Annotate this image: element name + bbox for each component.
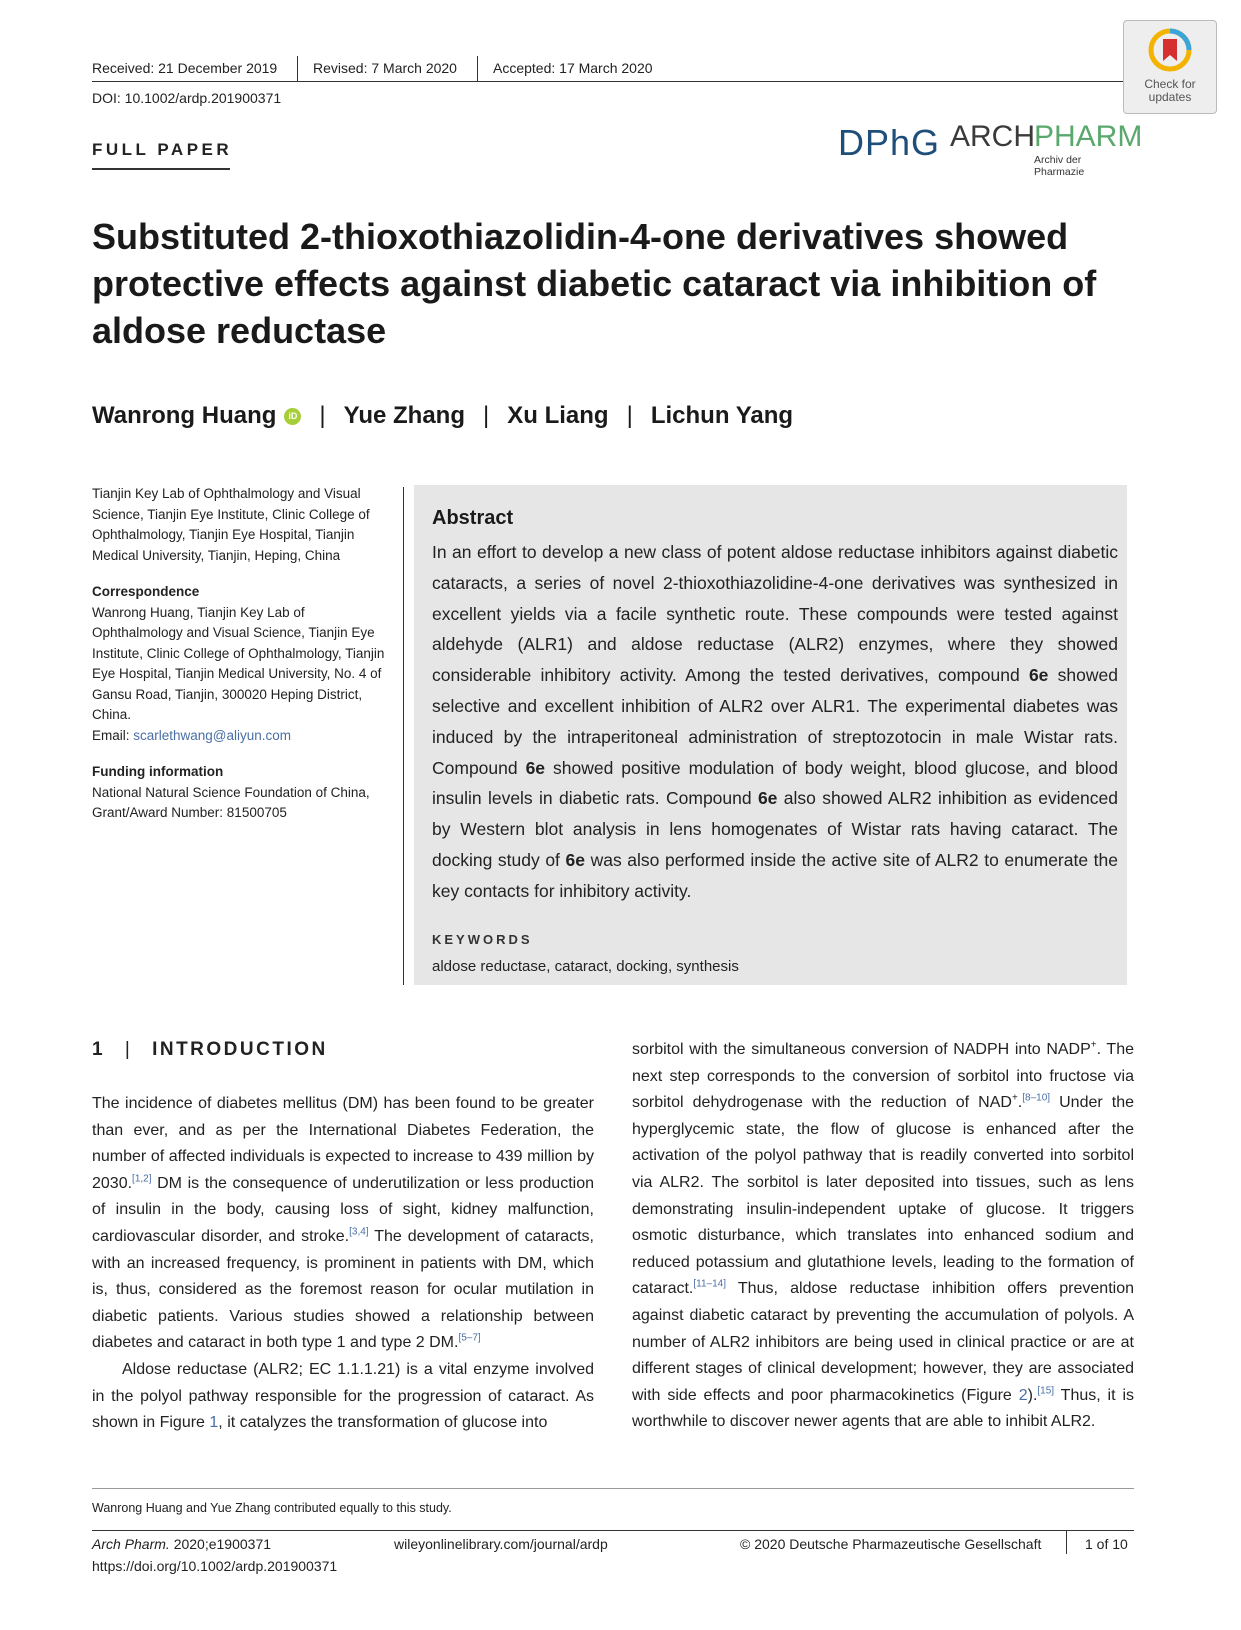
journal-logo xyxy=(838,118,1143,178)
author-name[interactable]: Xu Liang xyxy=(507,402,609,429)
abstract-heading: Abstract xyxy=(432,507,514,529)
figure-link[interactable]: 1 xyxy=(209,1414,219,1432)
footer-citation xyxy=(92,1536,271,1552)
revised-date: Revised: 7 March 2020 xyxy=(313,60,457,76)
journal-name: Arch Pharm. xyxy=(92,1536,170,1552)
funding-text: National Natural Science Foundation of China, Grant/Award Number: 81500705 xyxy=(92,784,370,820)
paragraph: sorbitol with the simultaneous conversion of NADPH into NADP+. The next step corresponds to the conversion of sorbitol into fructose via sorbitol dehydrogenase with the reduction of NAD+.[8–10] Under the hyperglycemic state, the flow of glucose is enhanced after the activation of the polyol pathway that is readily converted into sorbitol via ALR2. The sorbitol is later deposited into tissues, such as lens demonstrating insulin-independent uptake of glucose. It triggers osmotic disturbance, which translates into enhanced sodium and reduced potassium and glutathione levels, leading to the formation of cataract.[11–14] Thus, aldose reductase inhibition offers prevention against diabetic cataract by preventing the accumulation of polyols. A number of ALR2 inhibitors are being used in clinical practice or are at different stages of clinical development; however, they are associated with side effects and poor pharmacokinetics (Figure 2).[15] Thus, it is worthwhile to discover newer agents that are able to inhibit ALR2. xyxy=(632,1039,1135,1431)
footer-divider xyxy=(1066,1530,1067,1554)
header-divider xyxy=(297,56,298,82)
section-heading xyxy=(92,1039,328,1061)
crossmark-icon xyxy=(1147,27,1193,73)
author-name[interactable]: Lichun Yang xyxy=(650,402,794,429)
citation-link[interactable]: [11–14] xyxy=(693,1279,726,1291)
dphg-logo: DPhG xyxy=(838,122,941,163)
header-divider xyxy=(477,56,478,82)
check-for-updates-badge[interactable] xyxy=(1123,20,1217,114)
journal-subtitle: Archiv der Pharmazie xyxy=(1034,154,1085,178)
author-info-sidebar xyxy=(92,484,397,824)
footnote-rule xyxy=(92,1488,1134,1489)
doi[interactable]: DOI: 10.1002/ardp.201900371 xyxy=(92,90,282,106)
author-name[interactable]: Wanrong Huang xyxy=(92,402,277,429)
citation-link[interactable]: [15] xyxy=(1037,1385,1055,1397)
check-updates-line2: updates xyxy=(1148,90,1192,104)
correspondence-text: Wanrong Huang, Tianjin Key Lab of Ophthalmology and Visual Science, Tianjin Eye Institute, Clinic College of Ophthalmology, Tianjin Eye Hospital, Tianjin Medical University, No. 4 of Gansu Road, Tianjin, 300020 Heping District, China. xyxy=(92,604,385,722)
arch-logo-text: ARCH xyxy=(950,120,1036,153)
correspondence-email-line xyxy=(92,726,397,747)
footer-website-link[interactable]: wileyonlinelibrary.com/journal/ardp xyxy=(394,1536,608,1552)
page-number: 1 of 10 xyxy=(1085,1536,1128,1552)
pharm-logo-text: PHARM xyxy=(1034,120,1143,153)
keywords-text: aldose reductase, cataract, docking, synthesis xyxy=(432,958,739,975)
citation-link[interactable]: [3,4] xyxy=(349,1226,369,1238)
author-separator: | xyxy=(483,402,490,429)
correspondence-heading: Correspondence xyxy=(92,584,200,599)
figure-link[interactable]: 2 xyxy=(1018,1386,1028,1404)
sidebar-divider xyxy=(403,487,404,985)
check-updates-line1: Check for xyxy=(1144,77,1196,91)
accepted-date: Accepted: 17 March 2020 xyxy=(493,60,653,76)
author-separator: | xyxy=(319,402,326,429)
header-rule xyxy=(92,81,1123,82)
page-title: Substituted 2-thioxothiazolidin-4-one derivatives showed protective effects against diabetic cataract via inhibition of aldose reductase xyxy=(92,216,1097,351)
compound-ref: 6e xyxy=(1028,665,1049,686)
section-divider: | xyxy=(124,1039,133,1060)
paragraph: The incidence of diabetes mellitus (DM) has been found to be greater than ever, and as per the International Diabetes Federation, the number of affected individuals is expected to increase to 439 million by 2030.[1,2] DM is the consequence of underutilization or less production of insulin in the body, causing loss of sight, kidney malfunction, cardiovascular disorder, and stroke.[3,4] The development of cataracts, with an increased frequency, is prominent in patients with DM, which is, thus, considered as the foremost reason for ocular mutilation in diabetic patients. Various studies showed a relationship between diabetes and cataract in both type 1 and type 2 DM.[5–7] xyxy=(92,1095,594,1352)
compound-ref: 6e xyxy=(757,788,778,809)
footnote: Wanrong Huang and Yue Zhang contributed equally to this study. xyxy=(92,1501,452,1515)
body-column-right xyxy=(632,1037,1134,1436)
citation-link[interactable]: [5–7] xyxy=(458,1333,481,1345)
section-title: INTRODUCTION xyxy=(152,1039,328,1060)
funding-heading: Funding information xyxy=(92,764,224,779)
compound-ref: 6e xyxy=(565,849,585,870)
citation-id: 2020;e1900371 xyxy=(169,1536,272,1552)
email-label: Email: xyxy=(92,727,134,743)
citation-link[interactable]: [1,2] xyxy=(132,1173,152,1185)
compound-ref: 6e xyxy=(525,757,546,778)
email-link[interactable]: scarlethwang@aliyun.com xyxy=(133,727,292,743)
received-date: Received: 21 December 2019 xyxy=(92,60,278,76)
paragraph: Aldose reductase (ALR2; EC 1.1.1.21) is a vital enzyme involved in the polyol pathway responsible for the progression of cataract. As shown in Figure 1, it catalyzes the transformation of glucose into xyxy=(92,1360,594,1432)
author-name[interactable]: Yue Zhang xyxy=(343,402,466,429)
citation-link[interactable]: [8–10] xyxy=(1022,1092,1051,1104)
orcid-icon[interactable]: iD xyxy=(284,408,301,425)
body-column-left xyxy=(92,1091,594,1437)
section-number: 1 xyxy=(92,1039,106,1060)
footer-copyright: © 2020 Deutsche Pharmazeutische Gesellschaft xyxy=(740,1536,1042,1552)
article-type: FULL PAPER xyxy=(92,140,233,159)
footer-rule xyxy=(92,1530,1134,1531)
article-type-underline xyxy=(92,168,230,170)
footer-doi-link[interactable]: https://doi.org/10.1002/ardp.201900371 xyxy=(92,1558,338,1574)
abstract-text: In an effort to develop a new class of potent aldose reductase inhibitors against diabetic cataracts, a series of novel 2-thioxothiazolidine-4-one derivatives was synthesized in excellent yields via a facile synthetic route. These compounds were tested against aldehyde (ALR1) and aldose reductase (ALR2) enzymes, where they showed considerable inhibitory activity. Among the tested derivatives, compound 6e showed selective and excellent inhibition of ALR2 over ALR1. The experimental diabetes was induced by the intraperitoneal administration of streptozotocin in male Wistar rats. Compound 6e showed positive modulation of body weight, blood glucose, and blood insulin levels in diabetic rats. Compound 6e also showed ALR2 inhibition as evidenced by Western blot analysis in lens homogenates of Wistar rats having cataract. The docking study of 6e was also performed inside the active site of ALR2 to enumerate the key contacts for inhibitory activity. xyxy=(432,542,1119,901)
author-list xyxy=(92,402,793,430)
affiliation: Tianjin Key Lab of Ophthalmology and Visual Science, Tianjin Eye Institute, Clinic College of Ophthalmology, Tianjin Eye Hospital, Tianjin Medical University, Tianjin, Heping, China xyxy=(92,486,370,563)
keywords-label: KEYWORDS xyxy=(432,932,533,947)
author-separator: | xyxy=(626,402,633,429)
